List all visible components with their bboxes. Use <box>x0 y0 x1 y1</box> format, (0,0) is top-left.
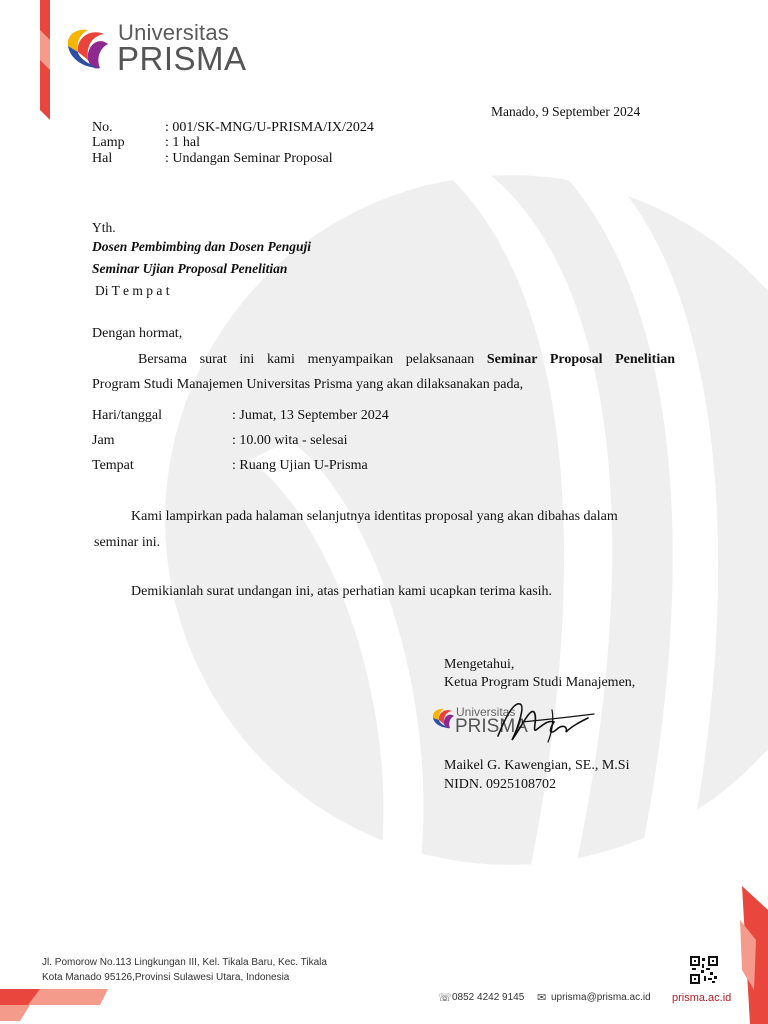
footer-phone: 0852 4242 9145 <box>452 992 525 1003</box>
email-icon: ✉ <box>537 992 547 1004</box>
recipient-line1: Dosen Pembimbing dan Dosen Penguji <box>92 239 312 254</box>
footer-email: uprisma@prisma.ac.id <box>551 992 651 1003</box>
stamp-universitas: Universitas <box>456 705 516 719</box>
recipient-line3: Di T e m p a t <box>95 283 170 298</box>
body1-bold: Seminar Proposal Penelitian <box>486 352 676 367</box>
body-paragraph-2-line1: Kami lampirkan pada halaman selanjutnya identitas proposal yang akan dibahas dalam <box>131 509 618 524</box>
place-date: Manado, 9 September 2024 <box>491 104 641 119</box>
left-red-stripe <box>40 0 50 120</box>
detail-value-date: : Jumat, 13 September 2024 <box>232 408 389 423</box>
prisma-logo-icon <box>60 24 110 72</box>
footer-address-line1: Jl. Pomorow No.113 Lingkungan III, Kel. Tikala Baru, Kec. Tikala <box>42 957 327 968</box>
footer-address <box>42 955 327 985</box>
detail-value-time: : 10.00 wita - selesai <box>232 433 348 448</box>
logo-universitas: Universitas <box>118 20 230 45</box>
logo-prisma: PRISMA <box>117 40 247 77</box>
detail-value-place: : Ruang Ujian U-Prisma <box>232 458 368 473</box>
signature-nidn: NIDN. 0925108702 <box>444 777 556 792</box>
signature-position: Ketua Program Studi Manajemen, <box>444 675 636 690</box>
recipient-line2: Seminar Ujian Proposal Penelitian <box>92 261 288 276</box>
qr-code-icon <box>690 956 718 984</box>
meta-label-no: No. <box>92 120 113 135</box>
detail-label-date: Hari/tanggal <box>92 408 162 423</box>
body-paragraph-2-line2: seminar ini. <box>94 535 161 550</box>
footer-website: prisma.ac.id <box>672 992 732 1004</box>
meta-label-hal: Hal <box>92 151 113 166</box>
signature-acknowledged: Mengetahui, <box>444 657 515 672</box>
stamp-logo-icon <box>430 706 456 732</box>
body-paragraph-1-line1 <box>92 352 675 368</box>
meta-value-lamp: : 1 hal <box>165 135 200 150</box>
stamp-prisma: PRISMA <box>455 716 528 737</box>
recipient-yth: Yth. <box>92 220 116 235</box>
detail-label-place: Tempat <box>92 458 134 473</box>
meta-value-no: : 001/SK-MNG/U-PRISMA/IX/2024 <box>165 120 374 135</box>
footer-address-line2: Kota Manado 95126,Provinsi Sulawesi Utara, Indonesia <box>42 972 290 983</box>
meta-value-hal: : Undangan Seminar Proposal <box>165 151 333 166</box>
closing-sentence: Demikianlah surat undangan ini, atas perhatian kami ucapkan terima kasih. <box>131 584 553 599</box>
greeting: Dengan hormat, <box>92 326 183 341</box>
meta-label-lamp: Lamp <box>92 135 125 150</box>
detail-label-time: Jam <box>92 433 115 448</box>
signature-name: Maikel G. Kawengian, SE., M.Si <box>444 758 630 773</box>
right-red-stripe <box>736 880 768 1024</box>
body1-text: Bersama surat ini kami menyampaikan pelaksanaan <box>138 352 475 367</box>
bottom-left-red-stripe <box>0 985 130 1024</box>
handwritten-signature <box>492 696 602 748</box>
phone-icon: ☏ <box>438 992 452 1004</box>
body-paragraph-1-line2: Program Studi Manajemen Universitas Prisma yang akan dilaksanakan pada, <box>92 377 524 392</box>
